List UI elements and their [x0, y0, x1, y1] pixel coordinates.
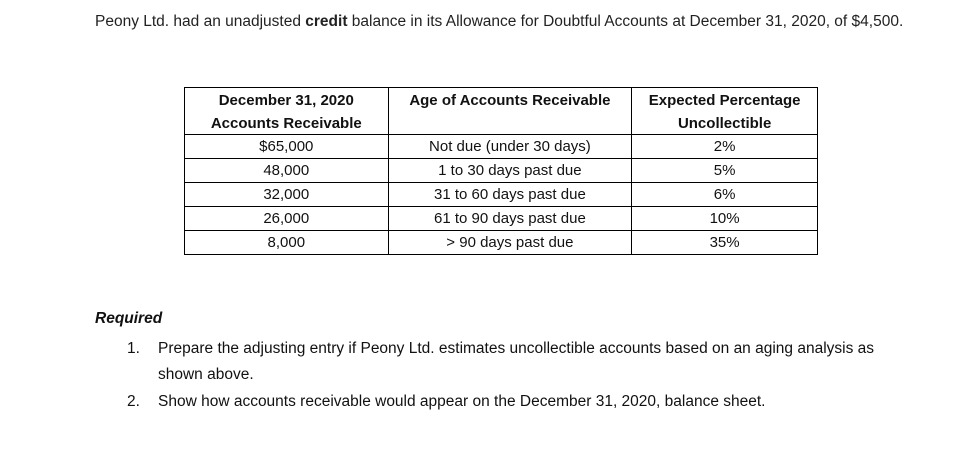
intro-bold-word: credit	[305, 13, 348, 30]
table-row	[185, 159, 818, 183]
table-header-row	[185, 112, 818, 135]
uncollectible-percentage: 5%	[632, 159, 818, 183]
header-receivable-line2: Accounts Receivable	[185, 112, 389, 135]
item-text: Prepare the adjusting entry if Peony Ltd. estimates uncollectible accounts based on an aging analysis as shown above.	[158, 340, 875, 383]
intro-text-start: Peony Ltd. had an unadjusted	[95, 13, 306, 30]
table-row	[185, 231, 818, 255]
table-row	[185, 135, 818, 159]
problem-statement	[95, 8, 915, 35]
receivable-amount: 26,000	[185, 207, 389, 231]
aging-table	[184, 87, 818, 255]
uncollectible-percentage: 35%	[632, 231, 818, 255]
table-header-row	[185, 88, 818, 113]
required-heading: Required	[95, 310, 163, 327]
header-receivable-line1: December 31, 2020	[185, 88, 389, 113]
required-list	[127, 336, 907, 416]
header-percentage-line1: Expected Percentage	[632, 88, 818, 113]
receivable-age: 61 to 90 days past due	[388, 207, 632, 231]
receivable-amount: 32,000	[185, 183, 389, 207]
header-age-line2	[388, 112, 632, 135]
table-row	[185, 183, 818, 207]
list-item	[127, 389, 907, 415]
receivable-age: > 90 days past due	[388, 231, 632, 255]
uncollectible-percentage: 10%	[632, 207, 818, 231]
uncollectible-percentage: 6%	[632, 183, 818, 207]
item-text: Show how accounts receivable would appear on the December 31, 2020, balance sheet.	[158, 393, 766, 410]
list-item	[127, 336, 907, 388]
receivable-amount: $65,000	[185, 135, 389, 159]
item-number: 1.	[127, 340, 140, 357]
header-percentage-line2: Uncollectible	[632, 112, 818, 135]
receivable-amount: 8,000	[185, 231, 389, 255]
header-age-line1: Age of Accounts Receivable	[388, 88, 632, 113]
receivable-age: 1 to 30 days past due	[388, 159, 632, 183]
receivable-amount: 48,000	[185, 159, 389, 183]
uncollectible-percentage: 2%	[632, 135, 818, 159]
item-number: 2.	[127, 393, 140, 410]
receivable-age: Not due (under 30 days)	[388, 135, 632, 159]
table-row	[185, 207, 818, 231]
receivable-age: 31 to 60 days past due	[388, 183, 632, 207]
intro-text-end: balance in its Allowance for Doubtful Accounts at December 31, 2020, of $4,500.	[347, 13, 904, 30]
